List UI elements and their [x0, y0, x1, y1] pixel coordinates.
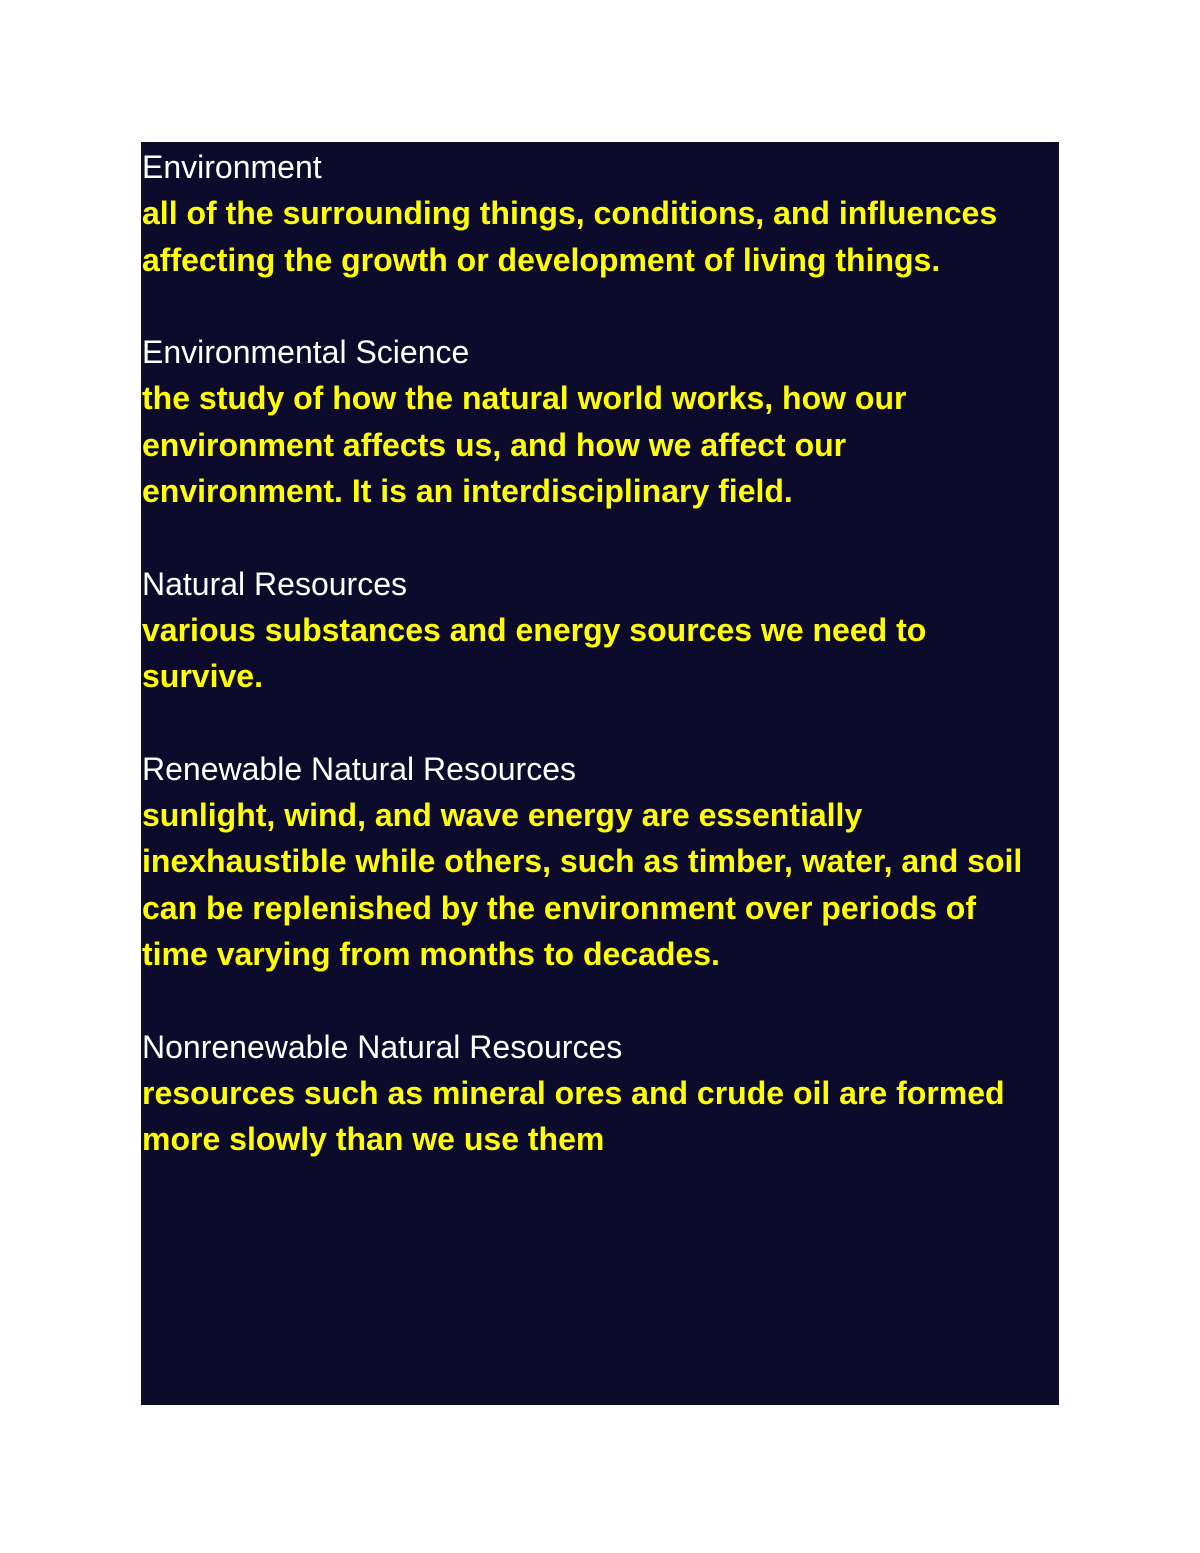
- term-definition: various substances and energy sources we need to survive.: [142, 611, 927, 694]
- term-title: Renewable Natural Resources: [142, 750, 576, 787]
- flashcard-panel: [141, 142, 1059, 1405]
- term-title: Nonrenewable Natural Resources: [142, 1028, 623, 1065]
- term-definition: sunlight, wind, and wave energy are essentially inexhaustible while others, such as timber, water, and soil can be replenished by the environment over periods of time varying from months to decades.: [142, 796, 1023, 972]
- entry-environmental-science: [141, 329, 1059, 515]
- entry-nonrenewable-natural-resources: [141, 1024, 1059, 1163]
- entry-renewable-natural-resources: [141, 746, 1059, 978]
- term-title: Environmental Science: [142, 334, 470, 370]
- term-definition: all of the surrounding things, conditions, and influences affecting the growth or development of living things.: [142, 195, 998, 278]
- term-title: Environment: [142, 149, 322, 185]
- term-definition: resources such as mineral ores and crude oil are formed more slowly than we use them: [142, 1074, 1005, 1157]
- entry-environment: [141, 144, 1059, 283]
- term-definition: the study of how the natural world works, how our environment affects us, and how we affect our environment. It is an interdisciplinary field.: [142, 380, 907, 509]
- entry-natural-resources: [141, 561, 1059, 700]
- term-title: Natural Resources: [142, 565, 407, 602]
